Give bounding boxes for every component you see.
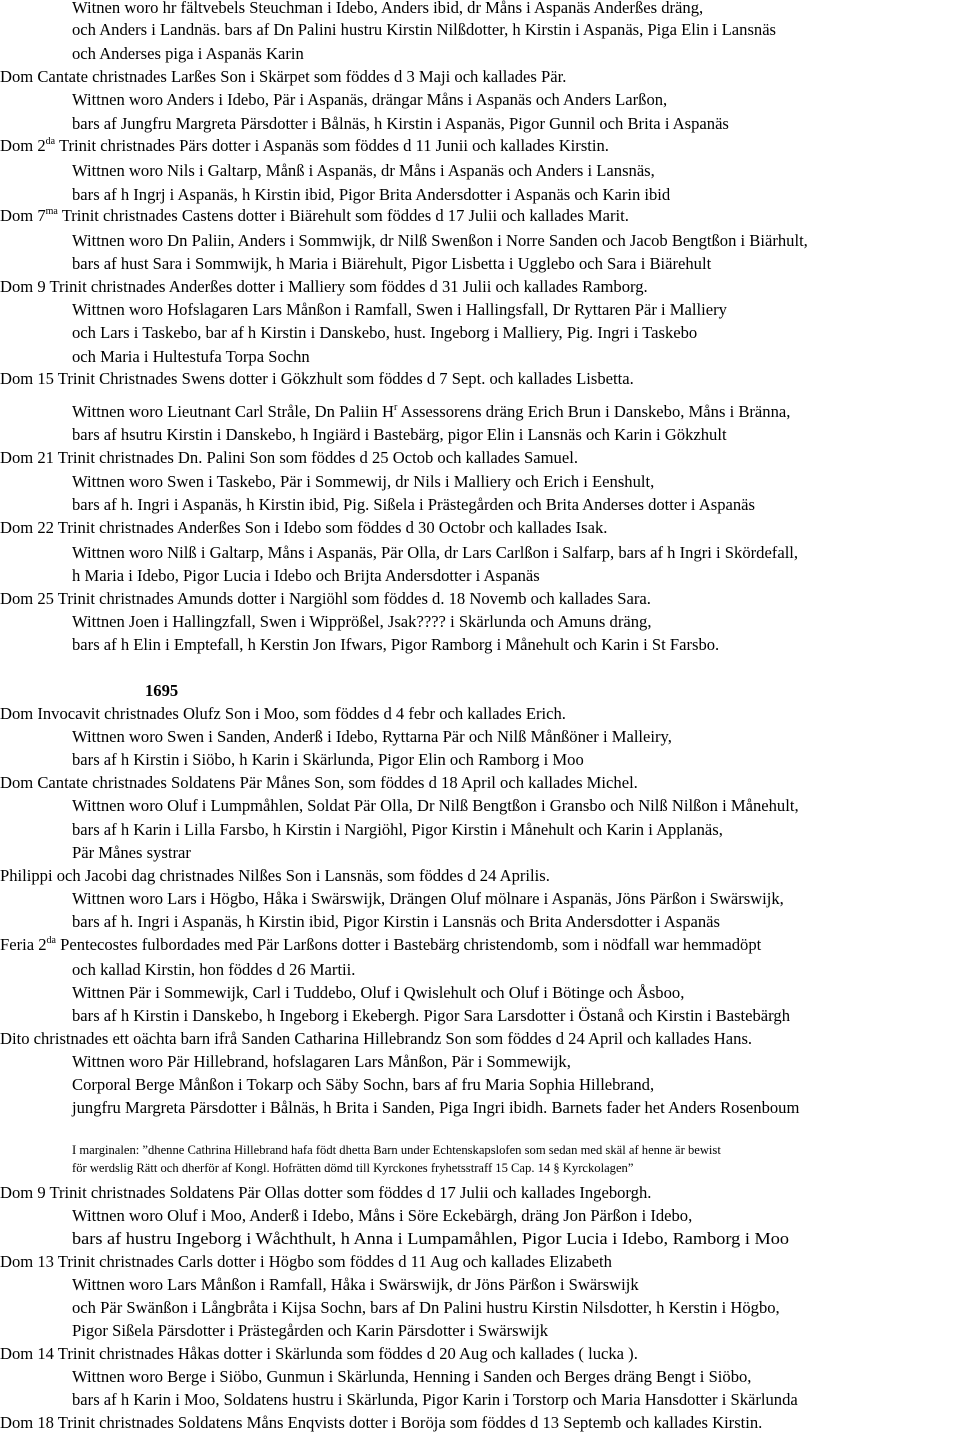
line-text: Dom 13 Trinit christnades Carls dotter i Högbo som föddes d 11 Aug och kallades Elizabeth — [0, 1252, 612, 1271]
register-line — [72, 474, 654, 491]
line-text: Wittnen woro Nils i Galtarp, Månß i Aspanäs, dr Måns i Aspanäs och Anders i Lansnäs, — [72, 161, 655, 180]
line-text: Dom 18 Trinit christnades Soldatens Måns Enqvists dotter i Boröja som föddes d 13 Septemb och kallades Kirstin. — [0, 1413, 763, 1432]
line-text: Pär Månes systrar — [72, 843, 191, 862]
register-line — [0, 1254, 612, 1271]
line-text: bars af Jungfru Margreta Pärsdotter i Bålnäs, h Kirstin i Aspanäs, Pigor Gunnil och Brita i Aspanäs — [72, 114, 729, 133]
register-line — [72, 845, 191, 862]
line-text: Feria 2 — [0, 935, 47, 954]
line-text: Dom 7 — [0, 206, 46, 225]
register-line — [72, 891, 784, 908]
line-text: bars af h Elin i Emptefall, h Kerstin Jon Ifwars, Pigor Ramborg i Månehult och Karin i St Farsbo. — [72, 635, 720, 654]
line-text: Wittnen woro Lars i Högbo, Håka i Swärswijk, Drängen Oluf mölnare i Aspanäs, Jöns Pärßon i Swärswijk, — [72, 889, 784, 908]
register-line — [0, 450, 578, 467]
line-text: Dom 9 Trinit christnades Anderßes dotter i Malliery som föddes d 31 Julii och kallades Ramborg. — [0, 277, 648, 296]
line-text: bars af hustru Ingeborg i Wåchthult, h Anna i Lumpamåhlen, Pigor Lucia i Idebo, Ramborg i Moo — [72, 1229, 790, 1248]
line-text: Philippi och Jacobi dag christnades Nilßes Son i Lansnäs, som föddes d 24 Aprilis. — [0, 866, 550, 885]
register-line — [0, 138, 609, 155]
line-text: Wittnen woro Pär Hillebrand, hofslagaren Lars Månßon, Pär i Sommewijk, — [72, 1052, 571, 1071]
register-line — [72, 1054, 571, 1071]
line-text: Wittnen woro Nilß i Galtarp, Måns i Aspanäs, Pär Olla, dr Lars Carlßon i Salfarp, bars af h Ingri i Skördefall, — [72, 543, 799, 562]
register-line — [72, 233, 808, 250]
register-line — [72, 545, 798, 562]
line-text: 1695 — [145, 681, 179, 700]
line-text: Dito christnades ett oächta barn ifrå Sanden Catharina Hillebrandz Son som föddes d 24 April och kallades Hans. — [0, 1029, 753, 1048]
register-line — [72, 427, 727, 444]
line-text: Dom Cantate christnades Larßes Son i Skärpet som föddes d 3 Maji och kallades Pär. — [0, 67, 567, 86]
register-line — [72, 92, 667, 109]
register-line — [72, 1369, 751, 1386]
register-line — [72, 985, 684, 1002]
register-line — [0, 1415, 762, 1432]
line-text: Wittnen woro Berge i Siöbo, Gunmun i Skärlunda, Henning i Sanden och Berges dräng Bengt i Siöbo, — [72, 1367, 752, 1386]
line-text: Dom 9 Trinit christnades Soldatens Pär Ollas dotter som föddes d 17 Julii och kallades Ingeborgh. — [0, 1183, 652, 1202]
line-text: och Pär Swänßon i Långbråta i Kijsa Sochn, bars af Dn Palini hustru Kirstin Nilsdotter, h Kerstin i Högbo, — [72, 1298, 780, 1317]
ordinal-superscript: da — [45, 136, 56, 147]
register-line — [0, 591, 651, 608]
line-text: och Lars i Taskebo, bar af h Kirstin i Danskebo, hust. Ingeborg i Malliery, Pig. Ingri i Taskebo — [72, 323, 698, 342]
register-line — [72, 22, 776, 39]
register-line — [72, 116, 729, 133]
line-text: Dom Invocavit christnades Olufz Son i Moo, som föddes d 4 febr och kallades Erich. — [0, 704, 566, 723]
margin-note-line — [72, 1144, 721, 1157]
line-text: bars af h. Ingri i Aspanäs, h Kirstin ibid, Pigor Kirstin i Lansnäs och Brita Andersdotter i Aspanäs — [72, 912, 720, 931]
register-line — [72, 0, 703, 17]
line-text: Wittnen woro Hofslagaren Lars Månßon i Ramfall, Swen i Hallingsfall, Dr Ryttaren Pär i Malliery — [72, 300, 727, 319]
line-text: Wittnen woro Dn Paliin, Anders i Sommwijk, dr Nilß Swenßon i Norre Sanden och Jacob Bengtßon i Biärhult, — [72, 231, 808, 250]
line-text: Assessorens dräng Erich Brun i Danskebo, Måns i Bränna, — [397, 402, 791, 421]
line-text: bars af h Karin i Lilla Farsbo, h Kirstin i Nargiöhl, Pigor Kirstin i Månehult och Karin i Applanäs, — [72, 820, 723, 839]
register-line — [0, 775, 638, 792]
register-line — [72, 1231, 789, 1248]
register-line — [72, 497, 755, 514]
register-line — [72, 1077, 654, 1094]
line-text: bars af hust Sara i Sommwijk, h Maria i Biärehult, Pigor Lisbetta i Ugglebo och Sara i Biärehult — [72, 254, 712, 273]
line-text: Trinit christnades Pärs dotter i Aspanäs som föddes d 11 Junii och kallades Kirstin. — [55, 136, 609, 155]
line-text: I marginalen: ”dhenne Cathrina Hillebrand hafa födt dhetta Barn under Echtenskapslofen som sedan med skäl af henne är bewist — [72, 1143, 721, 1157]
ordinal-superscript: da — [46, 935, 56, 946]
line-text: bars af hsutru Kirstin i Danskebo, h Ingiärd i Bastebärg, pigor Elin i Lansnäs och Karin i Gökzhult — [72, 425, 727, 444]
line-text: Wittnen Joen i Hallingzfall, Swen i Wipprößel, Jsak???? i Skärlunda och Amuns dräng, — [72, 612, 652, 631]
line-text: Dom 2 — [0, 136, 46, 155]
register-line — [0, 520, 607, 537]
register-line — [0, 371, 634, 388]
line-text: Wittnen woro Swen i Taskebo, Pär i Sommewij, dr Nils i Malliery och Erich i Eenshult, — [72, 472, 655, 491]
register-line — [72, 1277, 639, 1294]
register-line — [72, 568, 540, 585]
register-line — [72, 256, 711, 273]
register-line — [72, 962, 355, 979]
register-line — [0, 1031, 752, 1048]
year-heading — [145, 683, 178, 700]
register-line — [0, 1346, 638, 1363]
line-text: bars af h. Ingri i Aspanäs, h Kirstin ibid, Pig. Sißela i Prästegården och Brita Anderses dotter i Aspanäs — [72, 495, 755, 514]
line-text: bars af h Kirstin i Siöbo, h Karin i Skärlunda, Pigor Elin och Ramborg i Moo — [72, 750, 584, 769]
line-text: Wittnen woro Anders i Idebo, Pär i Aspanäs, drängar Måns i Aspanäs och Anders Larßon, — [72, 90, 668, 109]
register-line — [0, 868, 550, 885]
line-text: Dom Cantate christnades Soldatens Pär Månes Son, som föddes d 18 April och kallades Michel. — [0, 773, 638, 792]
line-text: h Maria i Idebo, Pigor Lucia i Idebo och Brijta Andersdotter i Aspanäs — [72, 566, 540, 585]
register-line — [72, 822, 723, 839]
register-line — [72, 614, 651, 631]
register-line — [0, 1185, 651, 1202]
line-text: Wittnen woro Oluf i Moo, Anderß i Idebo, Måns i Söre Eckebärgh, dräng Jon Pärßon i Idebo, — [72, 1206, 693, 1225]
register-line — [0, 69, 566, 86]
register-line — [72, 1008, 790, 1025]
register-line — [72, 349, 310, 366]
register-line — [0, 937, 761, 954]
line-text: Dom 14 Trinit christnades Håkas dotter i Skärlunda som föddes d 20 Aug och kallades ( lucka ). — [0, 1344, 638, 1363]
line-text: bars af h Karin i Moo, Soldatens hustru i Skärlunda, Pigor Karin i Torstorp och Maria Hansdotter i Skärlunda — [72, 1390, 798, 1409]
register-line — [72, 187, 670, 204]
register-line — [72, 325, 697, 342]
line-text: och Maria i Hultestufa Torpa Sochn — [72, 347, 310, 366]
line-text: och Anders i Landnäs. bars af Dn Palini hustru Kirstin Nilßdotter, h Kirstin i Aspanäs, Piga Elin i Lansnäs — [72, 20, 777, 39]
register-line — [72, 729, 672, 746]
line-text: Wittnen Pär i Sommewijk, Carl i Tuddebo, Oluf i Qwislehult och Oluf i Bötinge och Åsboo, — [72, 983, 685, 1002]
margin-note-line — [72, 1162, 633, 1175]
line-text: för werdslig Rätt och dherför af Kongl. Hofrätten dömd till Kyrckones fryhetsstraff 15 Cap. 14 § Kyrckolagen” — [72, 1161, 634, 1175]
register-line — [72, 637, 719, 654]
line-text: bars af h Ingrj i Aspanäs, h Kirstin ibid, Pigor Brita Andersdotter i Aspanäs och Karin ibid — [72, 185, 671, 204]
register-line — [72, 1300, 780, 1317]
line-text: Trinit christnades Castens dotter i Biärehult som föddes d 17 Julii och kallades Marit. — [57, 206, 629, 225]
register-line — [72, 46, 304, 63]
line-text: bars af h Kirstin i Danskebo, h Ingeborg i Ekebergh. Pigor Sara Larsdotter i Östanå och Kirstin i Bastebärgh — [72, 1006, 790, 1025]
line-text: Witnen woro hr fältvebels Steuchman i Idebo, Anders ibid, dr Måns i Aspanäs Anderßes dräng, — [72, 0, 704, 17]
line-text: Corporal Berge Månßon i Tokarp och Säby Sochn, bars af fru Maria Sophia Hillebrand, — [72, 1075, 655, 1094]
register-line — [72, 302, 727, 319]
line-text: Wittnen woro Lars Månßon i Ramfall, Håka i Swärswijk, dr Jöns Pärßon i Swärswijk — [72, 1275, 639, 1294]
register-line — [0, 208, 629, 225]
line-text: Wittnen woro Lieutnant Carl Stråle, Dn Paliin H — [72, 402, 394, 421]
register-line — [72, 404, 790, 421]
line-text: och Anderses piga i Aspanäs Karin — [72, 44, 304, 63]
ordinal-superscript: r — [393, 402, 398, 413]
register-line — [0, 706, 566, 723]
register-line — [72, 914, 720, 931]
line-text: Dom 22 Trinit christnades Anderßes Son i Idebo som föddes d 30 Octobr och kallades Isak. — [0, 518, 608, 537]
register-line — [72, 1392, 798, 1409]
register-line — [72, 163, 655, 180]
line-text: Pentecostes fulbordades med Pär Larßons dotter i Bastebärg christendomb, som i nödfall war hemmadöpt — [56, 935, 762, 954]
register-line — [72, 752, 584, 769]
register-line — [72, 1323, 548, 1340]
line-text: Pigor Sißela Pärsdotter i Prästegården och Karin Pärsdotter i Swärswijk — [72, 1321, 549, 1340]
line-text: Dom 15 Trinit Christnades Swens dotter i Gökzhult som föddes d 7 Sept. och kallades Lisbetta. — [0, 369, 634, 388]
line-text: och kallad Kirstin, hon föddes d 26 Martii. — [72, 960, 356, 979]
line-text: Dom 21 Trinit christnades Dn. Palini Son som föddes d 25 Octob och kallades Samuel. — [0, 448, 578, 467]
line-text: Wittnen woro Swen i Sanden, Anderß i Idebo, Ryttarna Pär och Nilß Månßöner i Malleiry, — [72, 727, 672, 746]
register-line — [72, 1100, 799, 1117]
line-text: Wittnen woro Oluf i Lumpmåhlen, Soldat Pär Olla, Dr Nilß Bengtßon i Gransbo och Nilß Nilßon i Månehult, — [72, 796, 799, 815]
register-line — [72, 798, 799, 815]
line-text: jungfru Margreta Pärsdotter i Bålnäs, h Brita i Sanden, Piga Ingri ibidh. Barnets fader het Anders Rosenboum — [72, 1098, 800, 1117]
ordinal-superscript: ma — [45, 206, 58, 217]
register-line — [72, 1208, 692, 1225]
register-line — [0, 279, 648, 296]
line-text: Dom 25 Trinit christnades Amunds dotter i Nargiöhl som föddes d. 18 Novemb och kallades Sara. — [0, 589, 651, 608]
